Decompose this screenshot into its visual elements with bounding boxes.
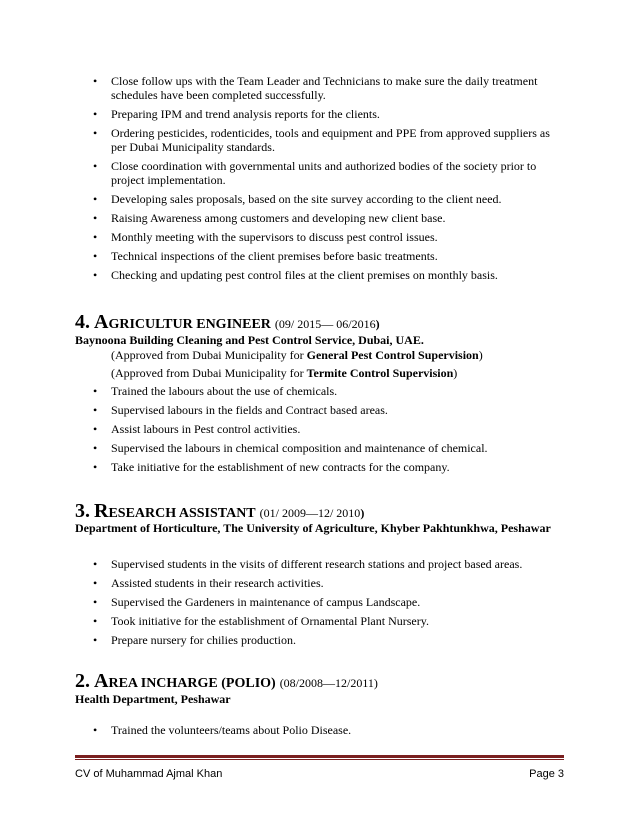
list-item (75, 422, 565, 436)
list-item-text: Trained the labours about the use of chemicals. (111, 384, 338, 398)
section-4-duties-list (75, 384, 565, 474)
list-item (75, 192, 565, 206)
bullet-icon: • (93, 192, 98, 206)
bullet-icon: • (93, 249, 98, 263)
bullet-icon: • (93, 107, 98, 121)
bullet-icon: • (93, 633, 98, 647)
list-item-text: Assist labours in Pest control activities. (111, 422, 301, 436)
list-item (75, 723, 565, 737)
list-item-text: Checking and updating pest control files at the client premises on monthly basis. (111, 268, 498, 282)
section-2-duties-block (75, 723, 565, 737)
bullet-icon: • (93, 384, 98, 398)
list-item-text: Prepare nursery for chilies production. (111, 633, 296, 647)
list-item (75, 403, 565, 417)
list-item (75, 384, 565, 398)
list-item-text: Supervised the labours in chemical composition and maintenance of chemical. (111, 441, 488, 455)
footer-author: CV of Muhammad Ajmal Khan (75, 768, 223, 780)
list-item-text: Technical inspections of the client premises before basic treatments. (111, 249, 438, 263)
list-item (75, 249, 565, 263)
list-item-text: Close coordination with governmental units and authorized bodies of the society prior to project implementation. (111, 159, 537, 187)
section-3-duties-block (75, 557, 565, 647)
approval-line-1 (111, 348, 483, 363)
list-item (75, 576, 565, 590)
list-item (75, 268, 565, 282)
list-item-text: Supervised the Gardeners in maintenance of campus Landscape. (111, 595, 421, 609)
bullet-icon: • (93, 211, 98, 225)
list-item (75, 126, 565, 154)
footer-rule-thin (75, 759, 564, 760)
list-item-text: Assisted students in their research activities. (111, 576, 324, 590)
list-item-text: Developing sales proposals, based on the site survey according to the client need. (111, 192, 502, 206)
bullet-icon: • (93, 595, 98, 609)
list-item-text: Raising Awareness among customers and developing new client base. (111, 211, 446, 225)
title-initial: A (94, 311, 109, 333)
section-2-title (75, 670, 378, 693)
job-dates: (01/ 2009—12/ 2010 (259, 506, 361, 520)
section-2-duties-list (75, 723, 565, 737)
bullet-icon: • (93, 614, 98, 628)
list-item (75, 211, 565, 225)
page-number: Page 3 (529, 768, 564, 780)
dates-close: ) (360, 506, 365, 520)
list-item (75, 441, 565, 455)
approval-line-2 (111, 366, 457, 381)
employer-name: Health Department, Peshawar (75, 692, 231, 706)
list-item-text: Monthly meeting with the supervisors to discuss pest control issues. (111, 230, 438, 244)
list-item (75, 595, 565, 609)
employer-name: Department of Horticulture, The University of Agriculture, Khyber Pakhtunkhwa, Peshawar (75, 521, 551, 535)
approval-highlight: Termite Control Supervision (306, 366, 454, 380)
list-item (75, 159, 565, 187)
bullet-icon: • (93, 557, 98, 571)
section-3-title (75, 500, 364, 523)
approval-highlight: General Pest Control Supervision (306, 348, 479, 362)
bullet-icon: • (93, 723, 98, 737)
dates-close: ) (375, 317, 380, 331)
list-item (75, 107, 565, 121)
job-dates: (08/2008—12/2011) (279, 676, 378, 690)
bullet-icon: • (93, 422, 98, 436)
bullet-icon: • (93, 230, 98, 244)
list-item (75, 633, 565, 647)
job-title: GRICULTUR ENGINEER (108, 317, 271, 332)
section-number: 2. (75, 670, 90, 692)
bullet-icon: • (93, 403, 98, 417)
list-item-text: Close follow ups with the Team Leader and Technicians to make sure the daily treatment schedules have been completed successfully. (111, 74, 538, 102)
section-number: 3. (75, 500, 90, 522)
list-item (75, 74, 565, 102)
bullet-icon: • (93, 268, 98, 282)
bullet-icon: • (93, 74, 98, 88)
list-item-text: Preparing IPM and trend analysis reports for the clients. (111, 107, 380, 121)
section-4-duties-block (75, 384, 565, 474)
list-item-text: Took initiative for the establishment of Ornamental Plant Nursery. (111, 614, 429, 628)
list-item-text: Supervised students in the visits of different research stations and project based areas. (111, 557, 523, 571)
list-item (75, 614, 565, 628)
list-item-text: Supervised labours in the fields and Contract based areas. (111, 403, 388, 417)
section-3-duties-list (75, 557, 565, 647)
employer-name: Baynoona Building Cleaning and Pest Control Service, Dubai, UAE. (75, 333, 424, 347)
footer-rule-thick (75, 755, 564, 758)
list-item-text: Take initiative for the establishment of new contracts for the company. (111, 460, 450, 474)
list-item (75, 460, 565, 474)
job-title: REA INCHARGE (POLIO) (108, 676, 276, 691)
duties-top-list (75, 74, 565, 282)
list-item (75, 557, 565, 571)
job-title: ESEARCH ASSISTANT (108, 506, 256, 521)
approval-suffix: ) (478, 348, 483, 362)
bullet-icon: • (93, 460, 98, 474)
title-initial: A (94, 670, 109, 692)
approval-suffix: ) (453, 366, 458, 380)
title-initial: R (94, 500, 109, 522)
approval-prefix: (Approved from Dubai Municipality for (111, 366, 307, 380)
bullet-icon: • (93, 441, 98, 455)
list-item-text: Ordering pesticides, rodenticides, tools and equipment and PPE from approved suppliers as per Dubai Municipality standards. (111, 126, 550, 154)
list-item (75, 230, 565, 244)
bullet-icon: • (93, 576, 98, 590)
bullet-icon: • (93, 159, 98, 173)
list-item-text: Trained the volunteers/teams about Polio Disease. (111, 723, 352, 737)
duties-top-block (75, 74, 565, 282)
approval-prefix: (Approved from Dubai Municipality for (111, 348, 307, 362)
bullet-icon: • (93, 126, 98, 140)
job-dates: (09/ 2015— 06/2016 (274, 317, 376, 331)
section-4-title (75, 311, 380, 334)
section-number: 4. (75, 311, 90, 333)
